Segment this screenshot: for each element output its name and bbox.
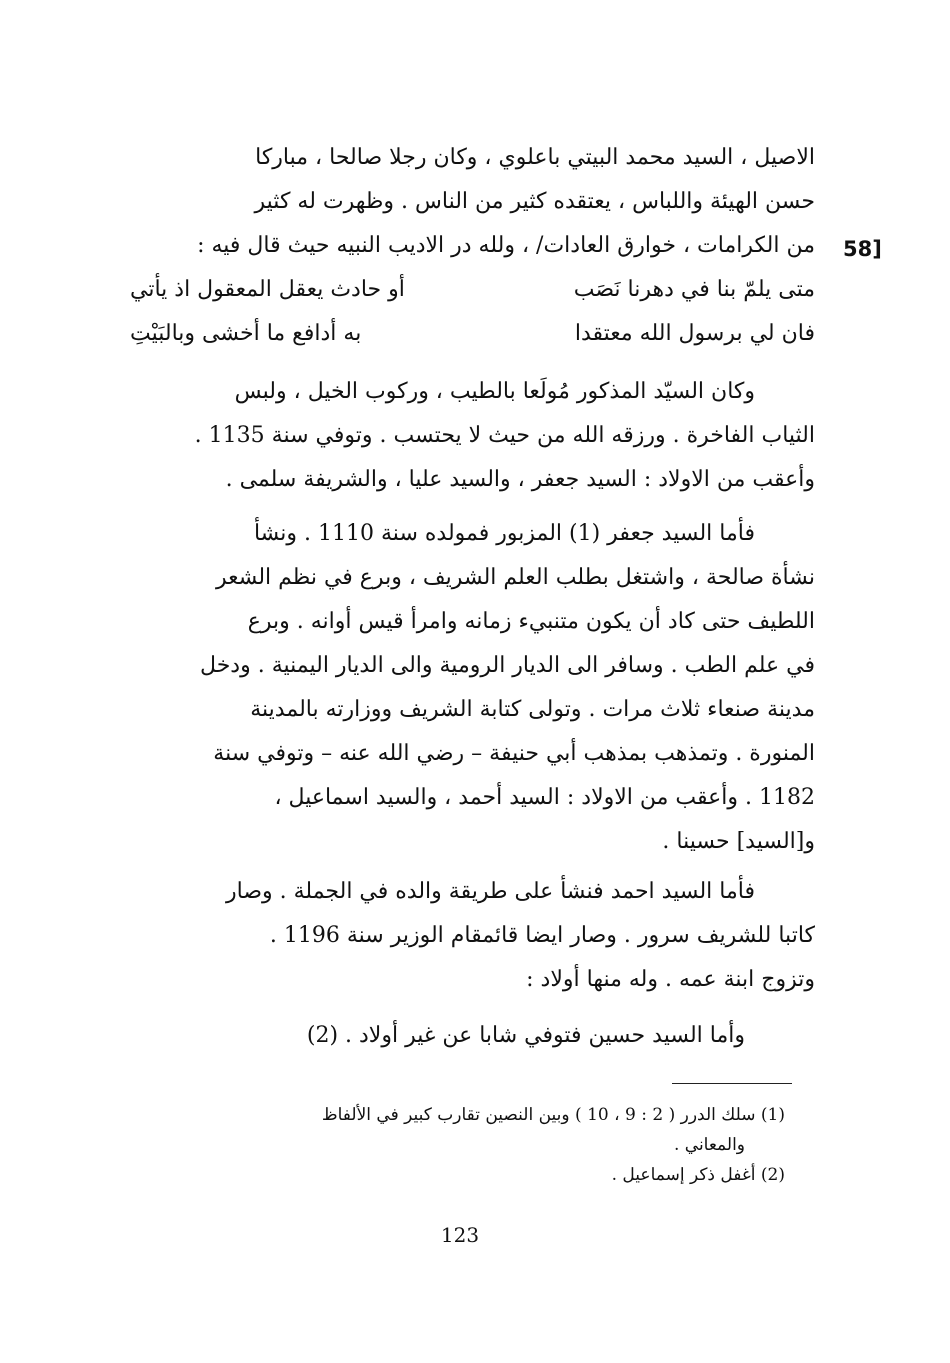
text-line: وأعقب من الاولاد : السيد جعفر ، والسيد عليا ، والشريفة سلمى . xyxy=(225,467,815,492)
paragraph-4 xyxy=(130,870,815,1002)
poem-hemistich: أو حادث يعقل المعقول اذ يأتي xyxy=(130,277,405,302)
footnote-divider xyxy=(672,1083,792,1084)
page-number: 123 xyxy=(440,1223,480,1247)
footnotes xyxy=(130,1100,785,1190)
text-line: الاصيل ، السيد محمد البيتي باعلوي ، وكان رجلا صالحا ، مباركا xyxy=(255,145,815,170)
text-line: المنورة . وتمذهب بمذهب أبي حنيفة – رضي الله عنه – وتوفي سنة xyxy=(213,741,815,766)
text-line: من الكرامات ، خوارق العادات/ ، ولله در الاديب النبيه حيث قال فيه : xyxy=(197,233,815,258)
text-line: كاتبا للشريف سرور . وصار ايضا قائمقام الوزير سنة 1196 . xyxy=(269,923,815,948)
text-line: وكان السيّد المذكور مُولَعا بالطيب ، وركوب الخيل ، ولبس xyxy=(234,379,755,404)
text-line: وأما السيد حسين فتوفي شابا عن غير أولاد . (2) xyxy=(306,1023,745,1048)
text-line: فأما السيد جعفر (1) المزبور فمولده سنة 1110 . ونشأ xyxy=(253,521,755,546)
text-line: فأما السيد احمد فنشأ على طريقة والده في الجملة . وصار xyxy=(226,879,755,904)
text-line: الثياب الفاخرة . ورزقه الله من حيث لا يحتسب . وتوفي سنة 1135 . xyxy=(194,423,815,448)
paragraph-5 xyxy=(130,1014,815,1058)
paragraph-3 xyxy=(130,512,815,864)
poem-hemistich: فان لي برسول الله معتقدا xyxy=(574,321,815,346)
text-line: وتزوج ابنة عمه . وله منها أولاد : xyxy=(526,967,815,992)
poem-hemistich: به أدافع ما أخشى وبالبَيْتِ xyxy=(130,321,362,346)
text-line: و[السيد] حسينا . xyxy=(662,829,815,854)
paragraph-1 xyxy=(130,136,815,356)
footnote-2: (2) أغفل ذكر إسماعيل . xyxy=(611,1165,785,1185)
paragraph-2 xyxy=(130,370,815,502)
margin-page-reference: 58] xyxy=(843,237,882,261)
text-line: في علم الطب . وسافر الى الديار الرومية والى الديار اليمنية . ودخل xyxy=(200,653,815,678)
footnote-1: (1) سلك الدرر ( 2 : 9 ، 10 ) وبين النصين تقارب كبير في الألفاظ xyxy=(321,1105,785,1125)
footnote-1-continued: والمعاني . xyxy=(673,1135,745,1155)
text-line: حسن الهيئة واللباس ، يعتقده كثير من الناس . وظهرت له كثير xyxy=(254,189,815,214)
text-line: 1182 . وأعقب من الاولاد : السيد أحمد ، والسيد اسماعيل ، xyxy=(274,785,815,810)
text-line: نشأة صالحة ، واشتغل بطلب العلم الشريف ، وبرع في نظم الشعر xyxy=(215,565,815,590)
text-line: اللطيف حتى كاد أن يكون متنبيء زمانه وامرأ قيس أوانه . وبرع xyxy=(247,609,815,634)
poem-verse-1 xyxy=(130,268,815,312)
poem-hemistich: متى يلمّ بنا في دهرنا نَصَب xyxy=(573,277,815,302)
poem-verse-2 xyxy=(130,312,815,356)
text-line: مدينة صنعاء ثلاث مرات . وتولى كتابة الشريف ووزارته بالمدينة xyxy=(250,697,815,722)
